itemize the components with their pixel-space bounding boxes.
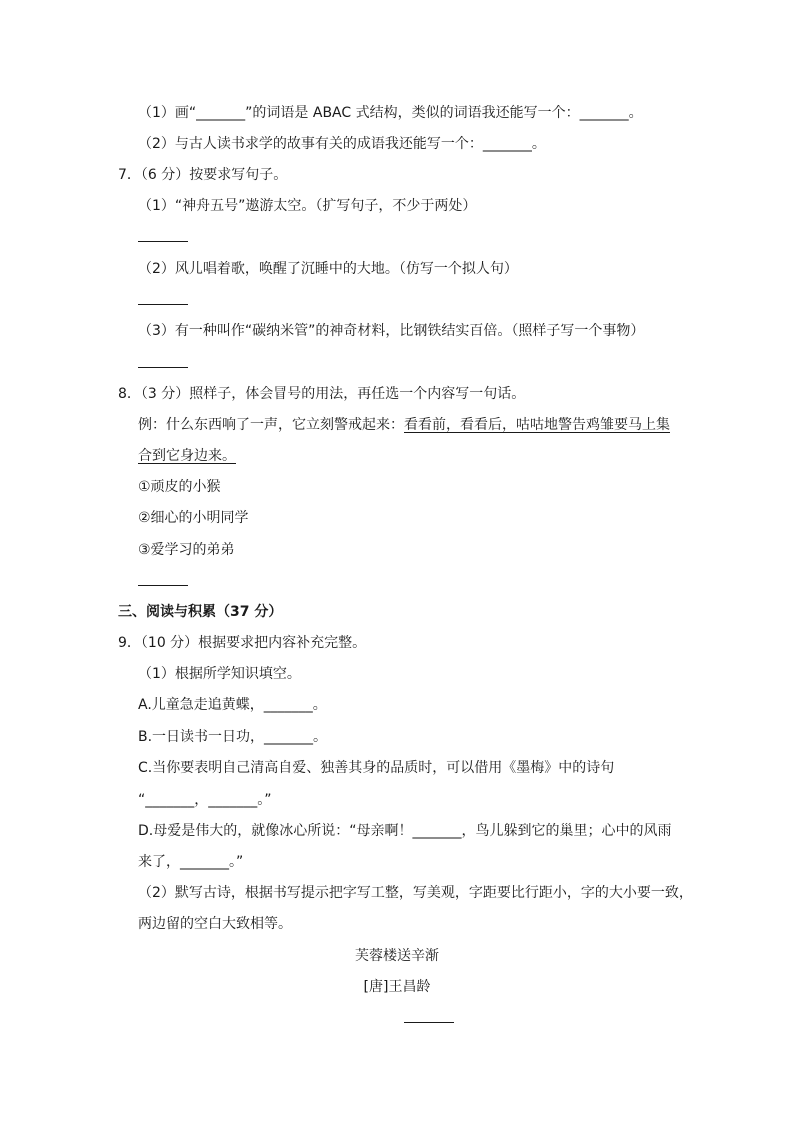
q7-sub2: （2）风儿唱着歌，唤醒了沉睡中的大地。（仿写一个拟人句）: [138, 261, 518, 277]
q8-example-line-1: [138, 415, 670, 435]
poem-title: 芙蓉楼送辛渐: [355, 948, 439, 964]
section-3-heading: 三、阅读与积累（37 分）: [118, 604, 283, 620]
q7-answer-line-1: [138, 241, 188, 242]
q9-item-c-line-1: C.当你要表明自己清高自爱、独善其身的品质时，可以借用《墨梅》中的诗句: [138, 760, 615, 776]
q8-option-1: ①顽皮的小猴: [138, 479, 221, 495]
q9-sub2-line-2: 两边留的空白大致相等。: [138, 916, 292, 932]
q9-item-c-line-2: “_______，_______。”: [138, 792, 272, 808]
q9-sub2-line-1: （2）默写古诗，根据书写提示把字写工整，写美观，字距要比行距小，字的大小要一致，: [138, 885, 693, 901]
q6-sub2: （2）与古人读书求学的故事有关的成语我还能写一个：_______。: [138, 136, 546, 152]
poem-author: [唐]王昌龄: [363, 979, 431, 995]
q9-item-a: A.儿童急走追黄蝶，_______。: [138, 697, 327, 713]
q7-sub1: （1）“神舟五号”遨游太空。（扩写句子，不少于两处）: [138, 198, 477, 214]
q9-item-d-line-2: 来了，_______。”: [138, 854, 244, 870]
q7-answer-line-2: [138, 304, 188, 305]
q7-answer-line-3: [138, 367, 188, 368]
q8-option-3: ③爱学习的弟弟: [138, 542, 235, 558]
q8-option-2: ②细心的小明同学: [138, 510, 249, 526]
q8-example-line-2: [138, 446, 236, 466]
q6-sub1: （1）画“_______”的词语是 ABAC 式结构，类似的词语我还能写一个：_______。: [138, 105, 643, 121]
q8-example-prefix: 例：什么东西响了一声，它立刻警戒起来：: [138, 417, 404, 433]
q9-item-d-line-1: D.母爱是伟大的，就像冰心所说：“母亲啊！_______，鸟儿躲到它的巢里；心中的风雨: [138, 823, 672, 839]
q8-example-underlined-2: 合到它身边来。: [138, 448, 236, 464]
q9-title: 9．（10 分）根据要求把内容补充完整。: [118, 635, 367, 651]
q8-title: 8．（3 分）照样子，体会冒号的用法，再任选一个内容写一句话。: [118, 386, 526, 402]
q8-example-underlined-1: 看看前，看看后，咕咕地警告鸡雏要马上集: [404, 417, 670, 433]
q7-title: 7．（6 分）按要求写句子。: [118, 167, 288, 183]
q7-sub3: （3）有一种叫作“碳纳米管”的神奇材料，比钢铁结实百倍。（照样子写一个事物）: [138, 323, 645, 339]
q9-sub1: （1）根据所学知识填空。: [138, 666, 301, 682]
poem-answer-line: [404, 1022, 454, 1023]
q8-answer-line: [138, 585, 188, 586]
q9-item-b: B.一日读书一日功，_______。: [138, 729, 328, 745]
